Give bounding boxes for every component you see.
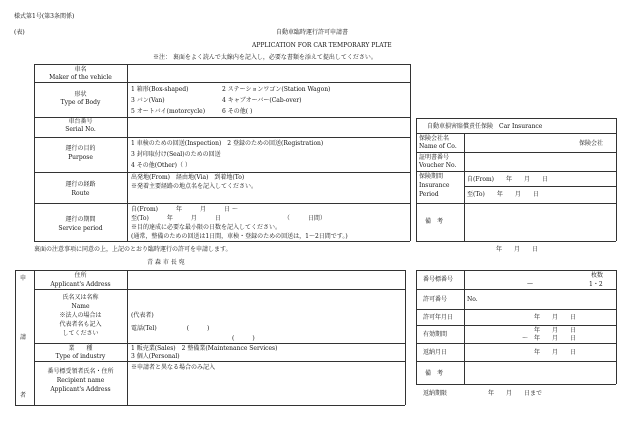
- valid-period-label: 有効期間: [423, 331, 448, 338]
- body-type-label-en: Type of Body: [60, 99, 101, 106]
- body-option-other[interactable]: 6 その他( ): [222, 108, 253, 115]
- rule: [416, 152, 616, 153]
- front-side-label: (表): [14, 29, 25, 36]
- permit-date-value: 年 月 日: [534, 314, 577, 321]
- rule: [416, 118, 417, 241]
- maker-label-en: Maker of the vehicle: [49, 74, 112, 81]
- rule: [127, 270, 128, 405]
- application-date: 年 月 日: [496, 246, 539, 253]
- purpose-option-inspection-registration[interactable]: 1 車検のための回送(Inspection) 2 登録のための回送(Registration): [131, 140, 324, 147]
- purpose-label-en: Purpose: [68, 154, 93, 161]
- period-label-ja: 運行の期間: [65, 216, 96, 223]
- permit-date-label: 許可年月日: [423, 314, 454, 321]
- permit-number-label: 許可番号: [423, 296, 448, 303]
- period-note-detail: (通常，整備のための回送は1日間，車検・登録のための回送は，1〜2日間です。): [131, 233, 348, 240]
- period-note: ※目的達成に必要な最小限の日数を記入してください。: [131, 224, 282, 231]
- rule: [34, 82, 410, 83]
- purpose-option-seal[interactable]: 3 封印取付け(Seal)のための回送: [131, 151, 221, 158]
- rule: [34, 289, 405, 290]
- applicant-side-char-2: 請: [20, 334, 27, 341]
- rule: [416, 361, 616, 362]
- purpose-label-ja: 運行の目的: [65, 145, 96, 152]
- telephone-paren: ( ): [232, 335, 255, 342]
- applicant-name-note-1: ※法人の場合は: [59, 312, 102, 319]
- rule: [416, 203, 616, 204]
- rule: [410, 64, 411, 241]
- body-option-van[interactable]: 3 バン(Van): [131, 97, 165, 104]
- recipient-label-en-1: Recipient name: [56, 377, 105, 384]
- route-label-ja: 運行の経路: [65, 181, 96, 188]
- agreement-statement: 裏面の注意事項に同意の上，上記のとおり臨時運行の許可を申請します。: [34, 246, 232, 253]
- applicant-address-label-ja: 住所: [74, 272, 87, 279]
- rule: [416, 171, 616, 172]
- rule: [464, 186, 616, 187]
- plate-dash: —: [527, 280, 533, 287]
- insurance-period-label-en-1: Insurance: [419, 182, 450, 189]
- applicant-name-note-2: 代表者名も記入: [59, 321, 102, 328]
- valid-period-to: 年 月 日: [534, 335, 577, 342]
- industry-label-en: Type of industry: [55, 353, 106, 360]
- plate-count-value: 1・2: [589, 281, 603, 288]
- rule: [464, 270, 465, 384]
- rule: [416, 325, 616, 326]
- period-from: 自(From) 年 月 日 〜: [131, 206, 238, 213]
- rule: [34, 172, 410, 173]
- industry-options-sales-maintenance[interactable]: 1 販売業(Sales) 2 整備業(Maintenance Services): [131, 345, 278, 352]
- rule: [416, 309, 616, 310]
- recipient-label-ja: 番号標受領者氏名・住所: [47, 368, 114, 375]
- rule: [416, 133, 616, 134]
- valid-period-from: 年 月 日: [534, 327, 577, 334]
- purpose-option-other[interactable]: 4 その他(Other)（ ）: [131, 162, 191, 169]
- applicant-name-label-en: Name: [71, 303, 90, 310]
- return-deadline-value: 年 月 日まで: [488, 390, 543, 397]
- rule: [416, 289, 616, 290]
- applicant-name-note-3: してください: [62, 330, 99, 337]
- rule: [416, 241, 616, 242]
- applicant-name-label-ja: 氏名又は名称: [62, 294, 99, 301]
- industry-option-personal[interactable]: 3 個人(Personal): [131, 353, 180, 360]
- applicant-side-char-1: 申: [20, 275, 27, 282]
- rule: [127, 64, 128, 241]
- serial-label-ja: 車台番号: [68, 118, 93, 125]
- return-date-value: 年 月 日: [534, 349, 577, 356]
- rule: [34, 137, 410, 138]
- insurance-company-suffix: 保険会社: [579, 140, 604, 147]
- rule: [34, 361, 405, 362]
- rule: [34, 270, 35, 405]
- rule: [416, 343, 616, 344]
- form-number: 様式第1号(第3条関係): [14, 13, 75, 20]
- representative-label: (代表者): [131, 312, 154, 319]
- rule: [416, 118, 616, 119]
- applicant-side-char-3: 者: [20, 392, 27, 399]
- voucher-label-ja: 証明書番号: [419, 154, 450, 161]
- valid-period-tilde: 〜: [522, 335, 529, 342]
- insurance-company-label-en: Name of Co.: [419, 143, 457, 150]
- rule: [616, 118, 617, 241]
- rule: [34, 241, 410, 242]
- maker-label-ja: 車名: [74, 66, 87, 73]
- recipient-label-en-2: Applicant's Address: [50, 386, 111, 393]
- industry-label-ja: 業 種: [68, 345, 93, 352]
- rule: [15, 270, 16, 405]
- insurance-period-from: 自(From) 年 月 日: [467, 176, 549, 183]
- rule: [34, 343, 405, 344]
- rule: [34, 203, 410, 204]
- form-title-ja: 自動車臨時運行許可申請書: [276, 29, 349, 36]
- rule: [15, 405, 405, 406]
- telephone-line: 電話(Tel) ( ): [131, 325, 210, 332]
- voucher-label-en: Voucher No.: [419, 162, 457, 169]
- insurance-period-label-en-2: Period: [419, 191, 439, 198]
- addressee: 青 森 市 長 宛: [147, 259, 185, 266]
- route-from-via-to: 出発地(From) 経由地(Via) 到着地(To): [131, 174, 245, 181]
- insurance-period-label-ja: 保険期間: [419, 173, 444, 180]
- body-option-box[interactable]: 1 箱形(Box-shaped): [131, 86, 189, 93]
- rule: [405, 270, 406, 405]
- period-to: 至(To) 年 月 日 （ 日間）: [131, 215, 326, 222]
- office-remarks-label: 備 考: [425, 370, 444, 377]
- insurance-remarks-label: 備 考: [425, 218, 444, 225]
- return-date-label: 返納月日: [423, 349, 448, 356]
- permit-number-value: No.: [467, 296, 478, 303]
- serial-label-en: Serial No.: [65, 126, 96, 133]
- insurance-header: 自動車損害賠償責任保険 Car Insurance: [427, 123, 543, 130]
- insurance-company-label-ja: 保険会社名: [419, 135, 450, 142]
- return-deadline-label: 返納期限: [423, 390, 448, 397]
- period-label-en: Service period: [58, 225, 103, 232]
- rule: [464, 133, 465, 241]
- form-note: ※注： 裏面をよく読んで太線内を記入し，必要な書類を添えて提出してください。: [153, 54, 377, 61]
- rule: [416, 384, 616, 385]
- rule: [616, 270, 617, 384]
- applicant-address-label-en: Applicant's Address: [50, 281, 111, 288]
- body-type-label-ja: 形状: [74, 91, 87, 98]
- rule: [416, 270, 417, 384]
- plate-count-label: 枚数: [591, 272, 604, 279]
- route-label-en: Route: [71, 190, 90, 197]
- rule: [416, 270, 616, 271]
- rule: [34, 64, 410, 65]
- route-note: ※発着主要経路の地点名を記入してください。: [131, 183, 258, 190]
- plate-number-label: 番号標番号: [423, 276, 454, 283]
- form-title-en: APPLICATION FOR CAR TEMPORARY PLATE: [252, 42, 392, 49]
- body-option-wagon[interactable]: 2 ステーションワゴン(Station Wagon): [222, 86, 331, 93]
- insurance-period-to: 至(To) 年 月 日: [467, 191, 539, 198]
- recipient-note: ※申請者と異なる場合のみ記入: [131, 364, 216, 371]
- body-option-cabover[interactable]: 4 キャブオーバー(Cab-over): [222, 97, 302, 104]
- body-option-motorcycle[interactable]: 5 オートバイ(motorcycle): [131, 108, 206, 115]
- rule: [15, 270, 405, 271]
